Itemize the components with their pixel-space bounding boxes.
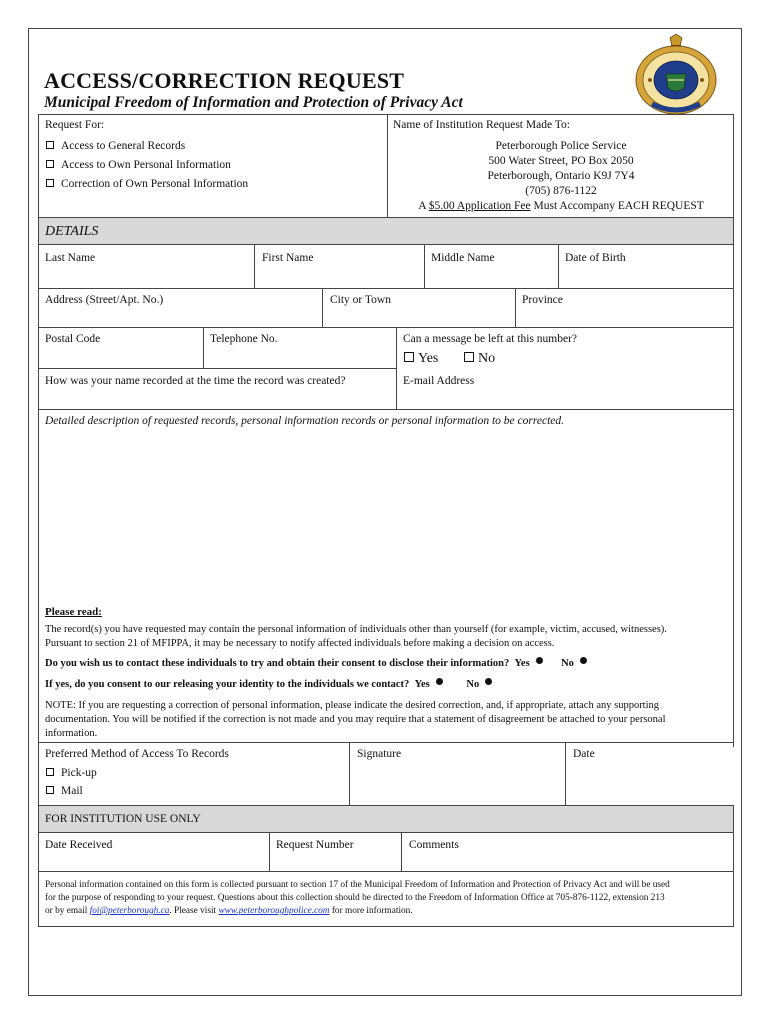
date-field[interactable]: Date [573,748,595,760]
note-line-3: information. [45,728,98,739]
institution-address2: Peterborough, Ontario K9J 7Y4 [487,170,635,182]
contact-no-radio[interactable] [580,657,587,664]
checkbox[interactable] [46,179,54,187]
checkbox[interactable] [46,768,54,776]
institution-label: Name of Institution Request Made To: [393,119,570,131]
website-link[interactable]: www.peterboroughpolice.com [218,906,330,916]
privacy-notice-line-1: Personal information contained on this form is collected pursuant to section 17 of the Municipal Freedom of Information and Protection of Privacy Act and will be used [45,880,670,890]
contact-no-label: No [561,658,574,669]
please-read-text-1: The record(s) you have requested may contain the personal information of individuals other than yourself (for example, victim, accused, witnesses). [45,624,667,635]
telephone-field[interactable]: Telephone No. [210,333,278,345]
checkbox[interactable] [46,160,54,168]
form-title: ACCESS/CORRECTION REQUEST [44,68,405,93]
first-name-field[interactable]: First Name [262,252,314,264]
signature-field[interactable]: Signature [357,748,402,760]
request-option-general[interactable]: Access to General Records [46,140,185,152]
email-link[interactable]: foi@peterborough.ca [89,906,170,916]
date-received-field[interactable]: Date Received [45,839,113,851]
province-field[interactable]: Province [522,294,563,306]
consent-yes-label: Yes [414,679,430,690]
please-read-text-2: Pursuant to section 21 of MFIPPA, it may be necessary to notify affected individuals before making a decision on access. [45,638,555,649]
details-heading: DETAILS [45,224,99,239]
postal-code-field[interactable]: Postal Code [45,333,101,345]
consent-question: If yes, do you consent to our releasing your identity to the individuals we contact? Yes No [45,678,492,690]
message-yes-option[interactable]: Yes [404,351,438,367]
checkbox[interactable] [404,352,414,362]
access-method-label: Preferred Method of Access To Records [45,748,229,760]
address-field[interactable]: Address (Street/Apt. No.) [45,294,164,306]
comments-field[interactable]: Comments [409,839,459,851]
city-field[interactable]: City or Town [330,294,391,306]
name-recorded-field[interactable]: How was your name recorded at the time the record was created? [45,375,346,387]
consent-no-radio[interactable] [485,678,492,685]
request-for-label: Request For: [45,119,105,131]
institution-phone: (705) 876-1122 [525,185,597,197]
request-number-field[interactable]: Request Number [276,839,354,851]
middle-name-field[interactable]: Middle Name [431,252,495,264]
checkbox[interactable] [46,141,54,149]
institution-use-heading: FOR INSTITUTION USE ONLY [45,813,201,825]
request-option-own-info[interactable]: Access to Own Personal Information [46,159,231,171]
privacy-notice-line-3: or by email foi@peterborough.ca. Please visit www.peterboroughpolice.com for more information. [45,906,413,916]
institution-address1: 500 Water Street, PO Box 2050 [488,155,634,167]
contact-yes-label: Yes [514,658,530,669]
form-subtitle: Municipal Freedom of Information and Protection of Privacy Act [44,94,463,111]
mail-option[interactable]: Mail [46,785,83,797]
application-fee-note: A $5.00 Application Fee Must Accompany EACH REQUEST [418,200,704,212]
consent-yes-radio[interactable] [436,678,443,685]
description-field[interactable]: Detailed description of requested records, personal information records or personal information to be corrected. [45,415,565,427]
checkbox[interactable] [464,352,474,362]
checkbox[interactable] [46,786,54,794]
note-line-1: NOTE: If you are requesting a correction of personal information, please indicate the desired correction, and, if appropriate, attach any supporting [45,700,660,711]
pickup-option[interactable]: Pick-up [46,767,97,779]
dob-field[interactable]: Date of Birth [565,252,626,264]
contact-yes-radio[interactable] [536,657,543,664]
fee-amount: $5.00 Application Fee [428,200,531,212]
details-band [38,217,734,245]
message-no-option[interactable]: No [464,351,495,367]
institution-name: Peterborough Police Service [495,140,627,152]
last-name-field[interactable]: Last Name [45,252,96,264]
consent-no-label: No [466,679,480,690]
email-field[interactable]: E-mail Address [403,375,475,387]
privacy-notice-line-2: for the purpose of responding to your request. Questions about this collection should be directed to the Freedom of Information Office at 705-876-1122, extension 213 [45,893,665,903]
message-question: Can a message be left at this number? [403,333,578,345]
please-read-heading: Please read: [45,606,102,618]
police-crest-icon [630,34,722,120]
note-line-2: documentation. You will be notified if the correction is not made and you may require that a statement of disagreement be attached to your personal [45,714,666,725]
request-option-correction[interactable]: Correction of Own Personal Information [46,178,248,190]
contact-question: Do you wish us to contact these individuals to try and obtain their consent to disclose their information? Yes No [45,657,587,669]
